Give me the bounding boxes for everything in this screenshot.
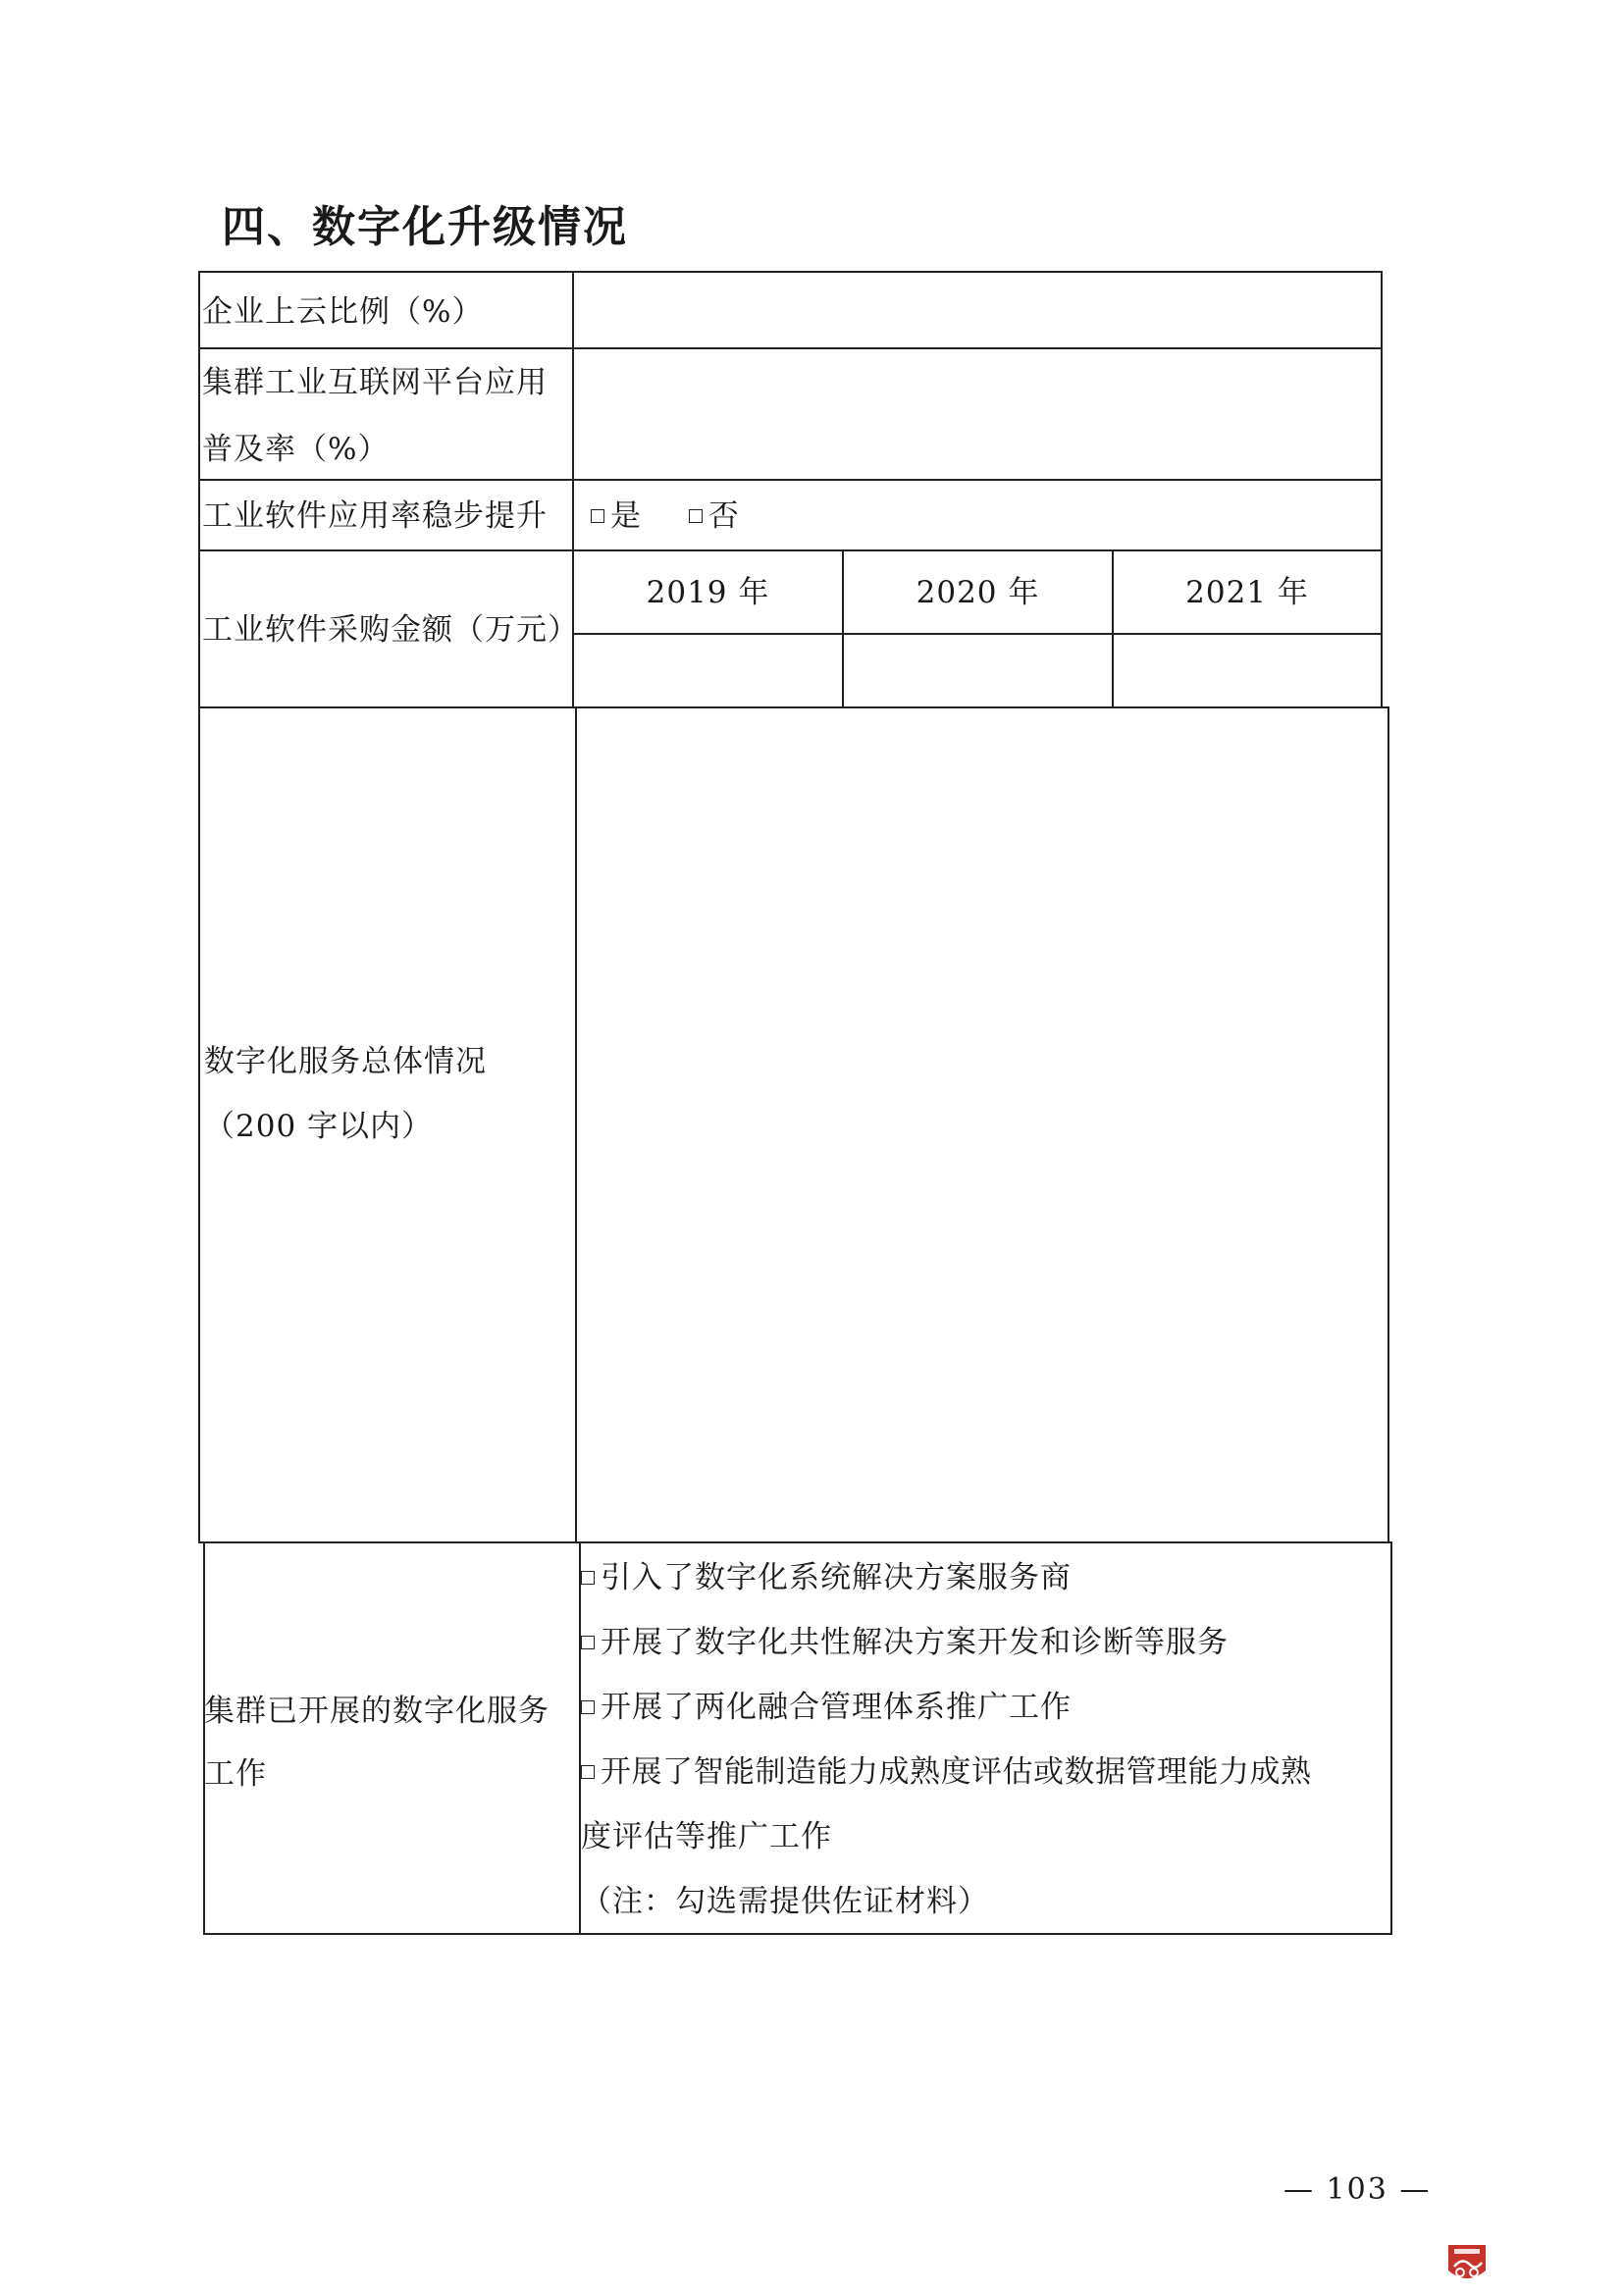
digital-work-label-line1: 集群已开展的数字化服务 — [204, 1694, 550, 1729]
work-option-4[interactable] — [581, 1752, 1312, 1792]
digital-overview-value-cell[interactable] — [575, 706, 1389, 1543]
year-2021-label: 2021 年 — [1185, 575, 1309, 610]
software-purchase-label: 工业软件采购金额（万元） — [202, 612, 579, 648]
work-note: （注：勾选需提供佐证材料） — [581, 1884, 989, 1919]
work-option-1[interactable] — [581, 1558, 1072, 1597]
year-2020-label: 2020 年 — [916, 575, 1040, 610]
year-2021-value-cell[interactable] — [1112, 633, 1383, 708]
platform-rate-label-line2: 普及率（%） — [202, 432, 390, 467]
digital-overview-label-line1: 数字化服务总体情况 — [204, 1044, 487, 1079]
work-option-2[interactable] — [581, 1623, 1229, 1662]
digital-work-value-cell — [579, 1541, 1392, 1935]
platform-rate-value-cell[interactable] — [572, 347, 1383, 481]
year-2020-value-cell[interactable] — [842, 633, 1114, 708]
cloud-ratio-label: 企业上云比例（%） — [202, 294, 484, 330]
digital-work-label-cell — [203, 1541, 581, 1935]
platform-rate-label-line1: 集群工业互联网平台应用 — [202, 365, 548, 400]
work-option-4-label: 开展了智能制造能力成熟度评估或数据管理能力成熟 — [601, 1754, 1312, 1790]
no-checkbox[interactable] — [689, 509, 703, 523]
software-rate-label: 工业软件应用率稳步提升 — [202, 498, 548, 534]
work-option-1-label: 引入了数字化系统解决方案服务商 — [601, 1560, 1072, 1595]
page-number: — 103 — — [1283, 2172, 1432, 2207]
yes-checkbox[interactable] — [591, 509, 604, 523]
work-option-3-label: 开展了两化融合管理体系推广工作 — [601, 1690, 1072, 1725]
year-2019-value-cell[interactable] — [572, 633, 844, 708]
digital-overview-label-line2: （200 字以内） — [204, 1109, 434, 1144]
work-option-4-continuation: 度评估等推广工作 — [581, 1819, 832, 1854]
yes-option-label: 是 — [610, 498, 642, 534]
section-title: 四、数字化升级情况 — [222, 202, 628, 252]
work-option-2-checkbox[interactable] — [581, 1636, 595, 1649]
work-option-3-checkbox[interactable] — [581, 1700, 595, 1714]
software-rate-options — [591, 496, 740, 536]
work-option-1-checkbox[interactable] — [581, 1571, 595, 1585]
logo-stamp-icon — [1444, 2241, 1490, 2284]
work-option-3[interactable] — [581, 1688, 1072, 1727]
cloud-ratio-value-cell[interactable] — [572, 271, 1383, 349]
work-option-4-checkbox[interactable] — [581, 1765, 595, 1779]
work-option-2-label: 开展了数字化共性解决方案开发和诊断等服务 — [601, 1625, 1229, 1660]
year-2019-label: 2019 年 — [646, 575, 770, 610]
digital-work-label-line2: 工作 — [204, 1756, 267, 1792]
no-option-label: 否 — [707, 498, 740, 534]
